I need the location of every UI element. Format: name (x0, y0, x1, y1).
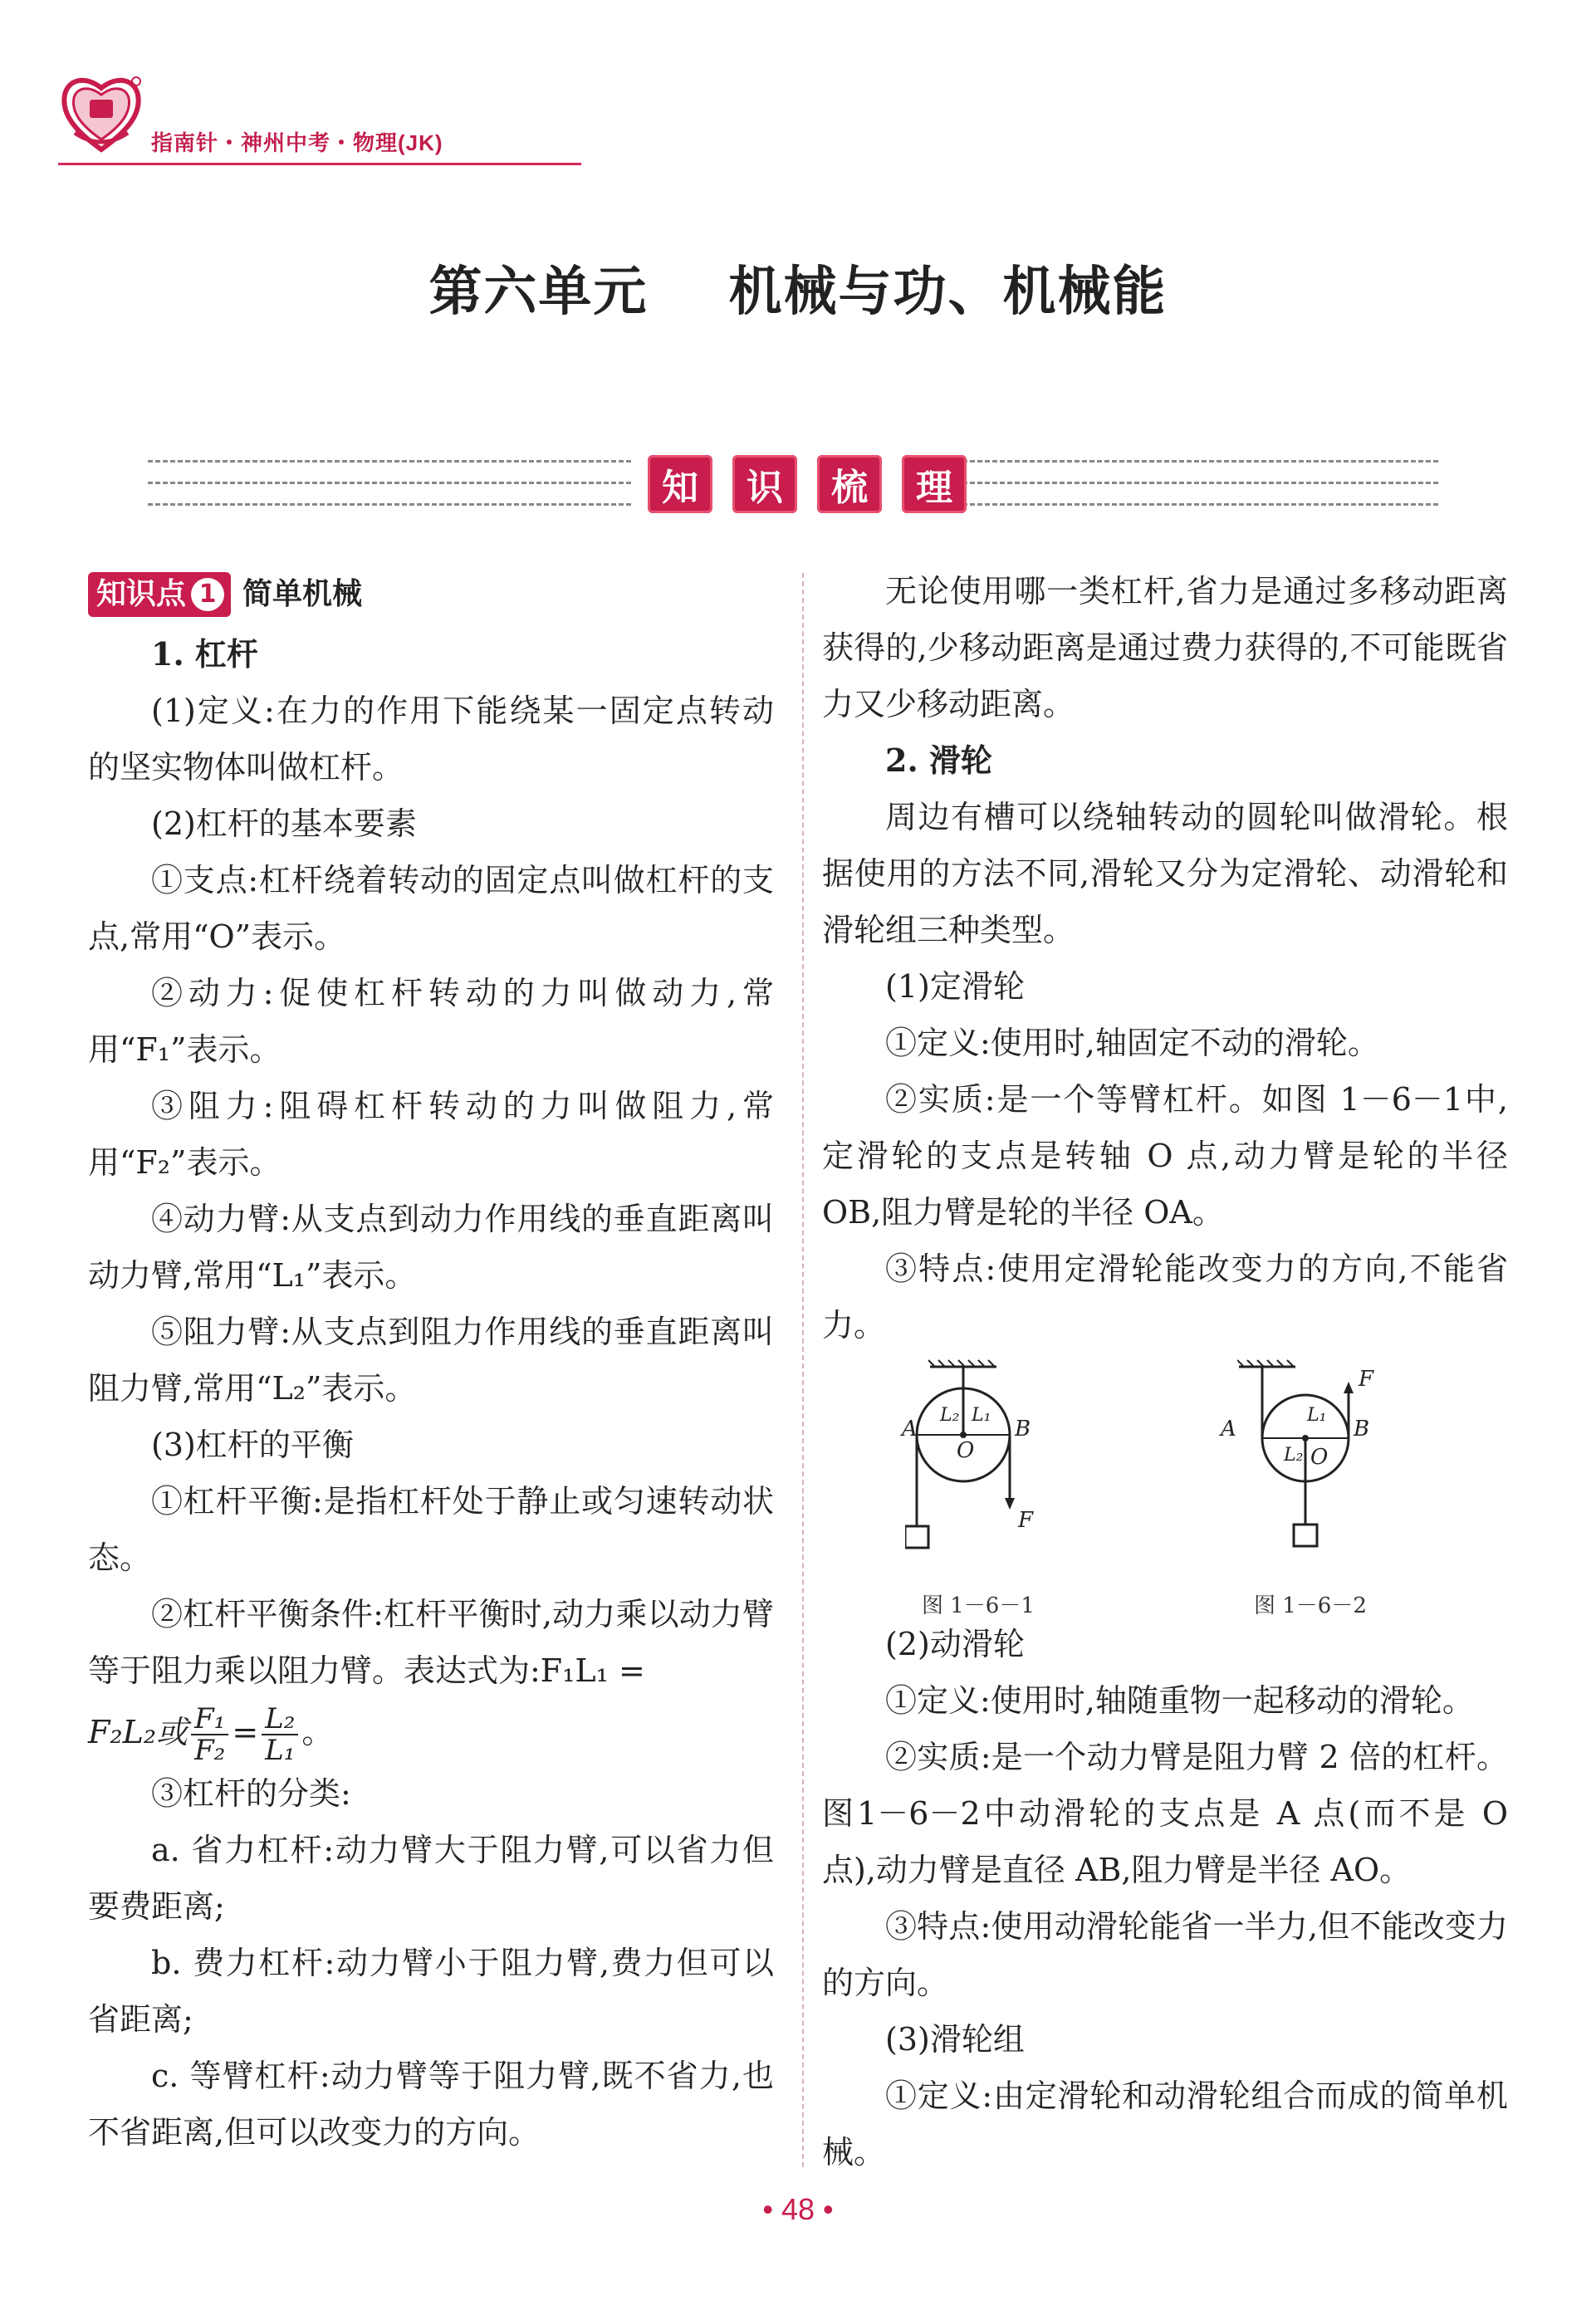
label-l1: L₁ (1307, 1405, 1327, 1426)
equals-sign: = (232, 1713, 259, 1750)
figure-caption: 图 1－6－1 (922, 1593, 1035, 1618)
banner-char: 理 (902, 455, 967, 513)
heading-pulley: 2. 滑轮 (885, 742, 992, 779)
paragraph: ②杠杆平衡条件:杠杆平衡时,动力乘以动力臂等于阻力乘以阻力臂。表达式为:F₁L₁ = (88, 1595, 774, 1689)
unit-title: 第六单元 机械与功、机械能 (428, 262, 1168, 323)
paragraph: (2)杠杆的基本要素 (151, 805, 417, 842)
label-a: A (902, 1417, 918, 1441)
paragraph: (3)杠杆的平衡 (151, 1426, 354, 1463)
paragraph: (3)滑轮组 (885, 2021, 1025, 2058)
fraction-f (191, 1704, 228, 1765)
fraction-l (262, 1704, 298, 1765)
fraction-denominator: L₁ (265, 1734, 296, 1767)
banner-dash-left-1 (148, 460, 631, 463)
label-b: B (1354, 1417, 1370, 1441)
school-logo (56, 68, 146, 158)
banner-dash-right-3 (955, 503, 1438, 506)
column-divider (802, 573, 804, 2167)
paragraph: ③特点:使用动滑轮能省一半力,但不能改变力的方向。 (822, 1908, 1508, 2001)
paragraph: ④动力臂:从支点到动力作用线的垂直距离叫动力臂,常用“L₁”表示。 (88, 1200, 774, 1294)
label-l1: L₁ (972, 1405, 991, 1426)
page-number: • 48 • (762, 2192, 834, 2226)
formula-suffix: 。 (301, 1713, 334, 1750)
paragraph: b. 费力杠杆:动力臂小于阻力臂,费力但可以省距离; (88, 1945, 774, 2038)
knowledge-point-badge (88, 572, 231, 617)
banner-dash-left-2 (148, 482, 631, 484)
formula-prefix: F₂L₂或 (88, 1713, 188, 1750)
banner-dash-right-1 (955, 460, 1438, 463)
formula-line (88, 1699, 774, 1766)
fraction-numerator: L₂ (262, 1704, 298, 1735)
paragraph: ③特点:使用定滑轮能改变力的方向,不能省力。 (822, 1251, 1508, 1344)
paragraph: (2)动滑轮 (885, 1626, 1025, 1662)
paragraph: (1)定义:在力的作用下能绕某一固定点转动的坚实物体叫做杠杆。 (88, 692, 774, 786)
label-f: F (1359, 1367, 1374, 1392)
label-b: B (1015, 1417, 1031, 1441)
paragraph: ③杠杆的分类: (151, 1775, 351, 1812)
paragraph: c. 等臂杠杆:动力臂等于阻力臂,既不省力,也不省距离,但可以改变力的方向。 (88, 2058, 774, 2151)
paragraph: a. 省力杠杆:动力臂大于阻力臂,可以省力但要费距离; (88, 1832, 774, 1925)
header-rule (58, 163, 581, 165)
banner-dash-left-3 (148, 503, 631, 506)
label-l2: L₂ (1284, 1445, 1304, 1466)
paragraph: ①支点:杠杆绕着转动的固定点叫做杠杆的支点,常用“O”表示。 (88, 861, 774, 955)
left-column (88, 563, 774, 2161)
paragraph: (1)定滑轮 (885, 968, 1025, 1005)
banner-char: 梳 (817, 455, 882, 513)
label-l2: L₂ (940, 1405, 960, 1426)
heading-lever: 1. 杠杆 (151, 634, 258, 673)
knowledge-point-number: 1 (191, 578, 224, 611)
section-banner (648, 455, 967, 513)
fraction-denominator: F₂ (194, 1734, 226, 1767)
pulley-figures (822, 1358, 1508, 1616)
knowledge-point-title: 简单机械 (242, 576, 363, 611)
banner-dash-right-2 (955, 482, 1438, 484)
paragraph: ⑤阻力臂:从支点到阻力作用线的垂直距离叫阻力臂,常用“L₂”表示。 (88, 1313, 774, 1407)
paragraph: ②动力:促使杠杆转动的力叫做动力,常用“F₁”表示。 (88, 974, 774, 1068)
paragraph: 周边有槽可以绕轴转动的圆轮叫做滑轮。根据使用的方法不同,滑轮又分为定滑轮、动滑轮和滑轮组三种类型。 (822, 799, 1508, 948)
paragraph: ①杠杆平衡:是指杠杆处于静止或匀速转动状态。 (88, 1482, 774, 1576)
knowledge-point-label: 知识点 (96, 576, 187, 611)
paragraph: ①定义:使用时,轴随重物一起移动的滑轮。 (885, 1682, 1474, 1719)
right-column (822, 563, 1508, 2181)
paragraph: ①定义:由定滑轮和动滑轮组合而成的简单机械。 (822, 2078, 1508, 2171)
fixed-pulley-figure (905, 1358, 1038, 1574)
fraction-numerator: F₁ (191, 1704, 228, 1735)
paragraph: 无论使用哪一类杠杆,省力是通过多移动距离获得的,少移动距离是通过费力获得的,不可能既省力又少移动距离。 (822, 573, 1508, 722)
label-o: O (957, 1438, 975, 1463)
movable-pulley-figure (1237, 1358, 1378, 1574)
banner-char: 知 (648, 455, 712, 513)
label-a: A (1221, 1417, 1236, 1441)
paragraph: ②实质:是一个动力臂是阻力臂 2 倍的杠杆。图1－6－2中动滑轮的支点是 A 点(而不是 O 点),动力臂是直径 AB,阻力臂是半径 AO。 (822, 1739, 1508, 1888)
banner-char: 识 (732, 455, 797, 513)
paragraph: ②实质:是一个等臂杠杆。如图 1－6－1中,定滑轮的支点是转轴 O 点,动力臂是轮的半径 OB,阻力臂是轮的半径 OA。 (822, 1081, 1508, 1231)
paragraph: ③阻力:阻碍杠杆转动的力叫做阻力,常用“F₂”表示。 (88, 1087, 774, 1181)
header-series-title: 指南针・神州中考・物理(JK) (151, 130, 443, 155)
figure-caption: 图 1－6－2 (1254, 1593, 1367, 1618)
label-o: O (1310, 1445, 1329, 1470)
knowledge-point-heading (88, 563, 774, 623)
paragraph: ①定义:使用时,轴固定不动的滑轮。 (885, 1025, 1379, 1061)
label-f: F (1018, 1508, 1034, 1533)
